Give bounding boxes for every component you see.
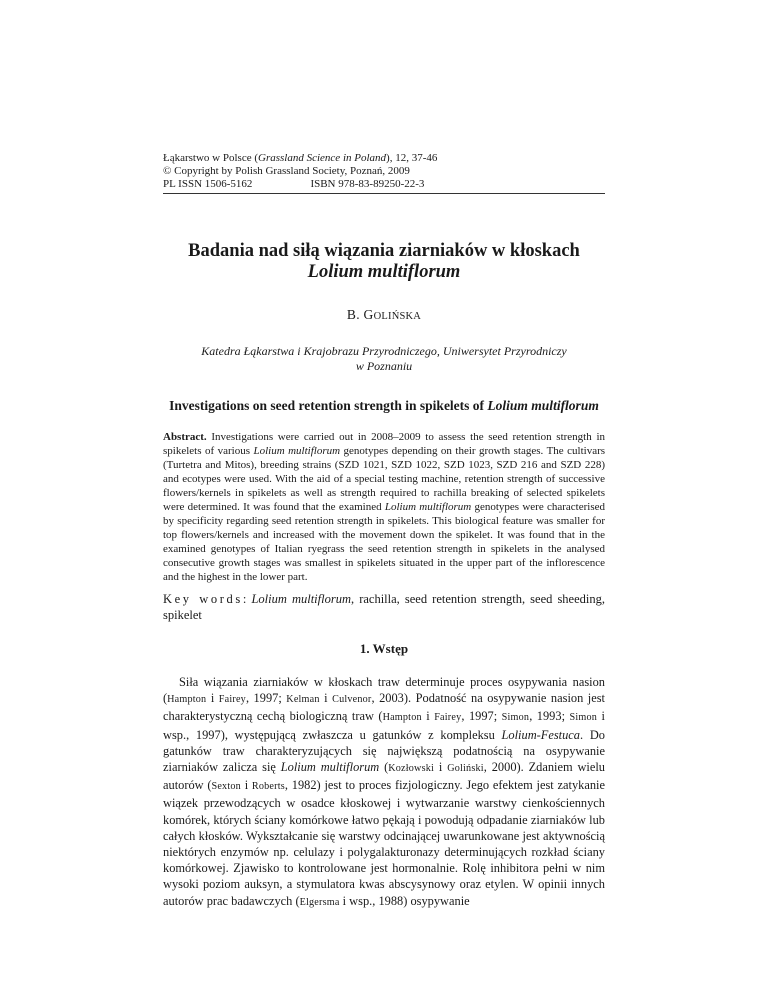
body-paragraph: Siła wiązania ziarniaków w kłoskach traw determinuje proces osypywania nasion (Hampton i Fairey, 1997; Kelman i Culvenor, 2003). Podatność na osypywanie nasion jest charakterystyczną cechą biologiczną traw (Hampton i Fairey, 1997; Simon, 1993; Simon i wsp., 1997), występującą zwłaszcza u gatunków z kompleksu Lolium-Festuca. Do gatunków traw charakteryzujących się największą podatnością na osypywanie ziarniaków zalicza się Lolium multiflorum (Kozłowski i Goliński, 2000). Zdaniem wielu autorów (Sexton i Roberts, 1982) jest to proces fizjologiczny. Jego efektem jest zatykanie wiązek przewodzących w osadce kłoskowej i wytwarzanie warstwy cienkościennych komórek, których ściany komórkowe łatwo pękają i powodują odpadanie ziarniaków lub całych kłosków. Wykształcanie się warstwy odcinającej uwarunkowane jest aktywnością niektórych enzymów np. celulazy i polygalakturonazy determinujących rozkład ściany komórkowej. Zjawisko to kontrolowane jest hormonalnie. Rolę inhibitora pełni w nim wysoki poziom auksyn, a stymulatora kwas abscysynowy oraz etylen. W opinii innych autorów prac badawczych (Elgersma i wsp., 1988) osypywanie [163,675,606,908]
abstract-label: Abstract. [163,431,207,443]
copyright-line: © Copyright by Polish Grassland Society, Poznań, 2009 [163,165,410,177]
issn-line [163,178,605,191]
isbn: ISBN 978-83-89250-22-3 [310,178,425,190]
paper-title: Badania nad siłą wiązania ziarniaków w kłoskach Lolium multiflorum [188,241,580,282]
issn: PL ISSN 1506-5162 [163,178,253,190]
keywords: Key words: Lolium multiflorum, rachilla, seed retention strength, seed sheeding, spikelet [163,592,606,622]
keywords-label: Key words [163,592,243,606]
journal-header [163,152,605,191]
abstract: Abstract. Investigations were carried out in 2008–2009 to assess the seed retention strength in spikelets of various Lolium multiflorum genotypes depending on their growth stages. The cultivars (Turtetra and Mitos), breeding strains (SZD 1021, SZD 1022, SZD 1023, SZD 216 and SZD 228) and ecotypes were used. With the aid of a special testing machine, retention strength of successive flowers/kernels in spikelets as well as strength required to rachilla breaking of selected spikelets were determined. It was found that the examined Lolium multiflorum genotypes were characterised by specificity regarding seed retention strength in spikelets. This biological feature was smaller for top flowers/kernels and increased with the movement down the spikelet. It was found that in the examined genotypes of Italian ryegrass the seed retention strength in spikelets in the analysed consecutive growth stages was smallest in spikelets situated in the upper part of the inflorescence and the highest in the lower part. [163,431,606,583]
citation-line: Łąkarstwo w Polsce (Grassland Science in Poland), 12, 37-46 [163,152,438,164]
english-title: Investigations on seed retention strength in spikelets of Lolium multiflorum [169,398,599,413]
affiliation: Katedra Łąkarstwa i Krajobrazu Przyrodniczego, Uniwersytet Przyrodniczy w Poznaniu [201,344,567,373]
header-rule [163,193,605,194]
author: B. GOLIŃSKA [346,307,422,322]
section-heading: 1. Wstęp [359,641,409,656]
paper-page [163,152,605,911]
